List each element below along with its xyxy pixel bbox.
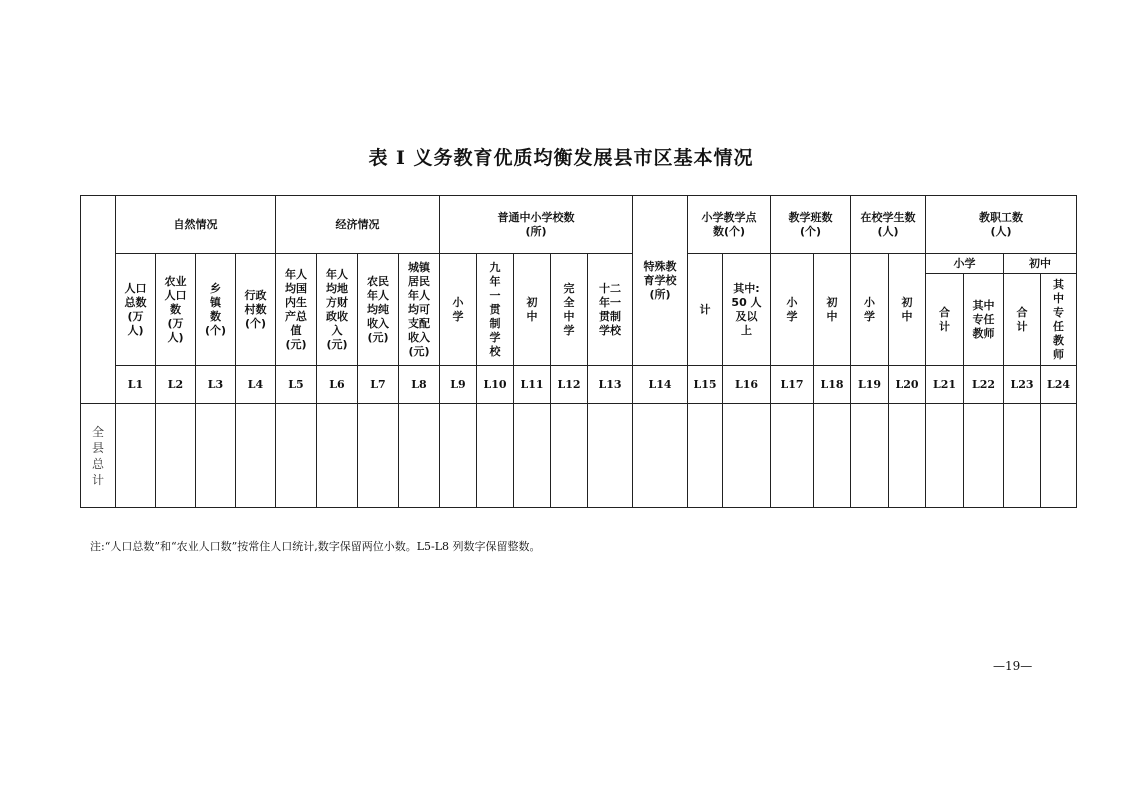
code-row <box>81 366 1077 404</box>
group-economic: 经济情况 <box>276 196 440 254</box>
staff-primary-header: 小学 <box>926 254 1004 274</box>
code-cell: L9 <box>440 366 477 404</box>
county-total-row <box>81 404 1077 508</box>
code-cell: L6 <box>317 366 358 404</box>
col-header-l15: 计 <box>688 254 723 366</box>
col-header-l3: 乡 镇 数 (个) <box>196 254 236 366</box>
data-cell[interactable] <box>926 404 964 508</box>
corner-cell <box>81 196 116 404</box>
code-cell: L11 <box>514 366 551 404</box>
code-cell: L16 <box>723 366 771 404</box>
data-cell[interactable] <box>723 404 771 508</box>
col-header-l6: 年人 均地 方财 政收 入 (元) <box>317 254 358 366</box>
col-header-l8: 城镇 居民 年人 均可 支配 收入 (元) <box>399 254 440 366</box>
data-cell[interactable] <box>236 404 276 508</box>
data-cell[interactable] <box>889 404 926 508</box>
col-header-l22: 其中 专任 教师 <box>964 274 1004 366</box>
code-cell: L4 <box>236 366 276 404</box>
code-cell: L24 <box>1041 366 1077 404</box>
staff-junior-header: 初中 <box>1004 254 1077 274</box>
data-cell[interactable] <box>1004 404 1041 508</box>
basic-info-table <box>80 195 1077 508</box>
data-cell[interactable] <box>440 404 477 508</box>
code-cell: L3 <box>196 366 236 404</box>
col-header-l19: 小 学 <box>851 254 889 366</box>
group-classes: 教学班数 (个) <box>771 196 851 254</box>
col-header-l24: 其 中 专 任 教 师 <box>1041 274 1077 366</box>
code-cell: L15 <box>688 366 723 404</box>
footnote: 注:“人口总数”和“农业人口数”按常住人口统计,数字保留两位小数。L5-L8 列数字保留整数。 <box>90 540 541 553</box>
col-header-l21: 合 计 <box>926 274 964 366</box>
code-cell: L12 <box>551 366 588 404</box>
group-natural: 自然情况 <box>116 196 276 254</box>
data-cell[interactable] <box>156 404 196 508</box>
code-cell: L13 <box>588 366 633 404</box>
data-cell[interactable] <box>276 404 317 508</box>
group-special-schools: 特殊教 育学校 (所) <box>633 196 688 366</box>
code-cell: L17 <box>771 366 814 404</box>
code-cell: L22 <box>964 366 1004 404</box>
code-cell: L19 <box>851 366 889 404</box>
col-header-l12: 完 全 中 学 <box>551 254 588 366</box>
data-cell[interactable] <box>588 404 633 508</box>
col-header-l13: 十二 年一 贯制 学校 <box>588 254 633 366</box>
code-cell: L14 <box>633 366 688 404</box>
code-cell: L23 <box>1004 366 1041 404</box>
col-header-l20: 初 中 <box>889 254 926 366</box>
code-cell: L5 <box>276 366 317 404</box>
data-cell[interactable] <box>116 404 156 508</box>
row-label-county-total: 全 县 总 计 <box>81 404 116 508</box>
code-cell: L2 <box>156 366 196 404</box>
code-cell: L1 <box>116 366 156 404</box>
col-header-l2: 农业 人口 数 (万 人) <box>156 254 196 366</box>
data-cell[interactable] <box>399 404 440 508</box>
code-cell: L18 <box>814 366 851 404</box>
col-header-l1: 人口 总数 (万 人) <box>116 254 156 366</box>
data-cell[interactable] <box>1041 404 1077 508</box>
data-cell[interactable] <box>477 404 514 508</box>
code-cell: L10 <box>477 366 514 404</box>
data-cell[interactable] <box>317 404 358 508</box>
col-header-l11: 初 中 <box>514 254 551 366</box>
code-cell: L21 <box>926 366 964 404</box>
data-cell[interactable] <box>964 404 1004 508</box>
col-header-l10: 九 年 一 贯 制 学 校 <box>477 254 514 366</box>
col-header-l7: 农民 年人 均纯 收入 (元) <box>358 254 399 366</box>
data-cell[interactable] <box>851 404 889 508</box>
col-header-l4: 行政 村数 (个) <box>236 254 276 366</box>
data-cell[interactable] <box>814 404 851 508</box>
data-cell[interactable] <box>196 404 236 508</box>
code-cell: L8 <box>399 366 440 404</box>
col-header-l16: 其中: 50 人 及以 上 <box>723 254 771 366</box>
group-schools: 普通中小学校数 (所) <box>440 196 633 254</box>
col-header-l17: 小 学 <box>771 254 814 366</box>
page-number: —19— <box>993 659 1033 673</box>
table-title: 表 I 义务教育优质均衡发展县市区基本情况 <box>368 147 754 169</box>
code-cell: L20 <box>889 366 926 404</box>
data-cell[interactable] <box>688 404 723 508</box>
data-cell[interactable] <box>358 404 399 508</box>
data-cell[interactable] <box>514 404 551 508</box>
data-cell[interactable] <box>633 404 688 508</box>
code-cell: L7 <box>358 366 399 404</box>
group-teaching-points: 小学教学点 数(个) <box>688 196 771 254</box>
data-cell[interactable] <box>771 404 814 508</box>
col-header-l5: 年人 均国 内生 产总 值 (元) <box>276 254 317 366</box>
col-header-l18: 初 中 <box>814 254 851 366</box>
group-students: 在校学生数 (人) <box>851 196 926 254</box>
col-header-l9: 小 学 <box>440 254 477 366</box>
col-header-l23: 合 计 <box>1004 274 1041 366</box>
group-staff: 教职工数 (人) <box>926 196 1077 254</box>
data-cell[interactable] <box>551 404 588 508</box>
